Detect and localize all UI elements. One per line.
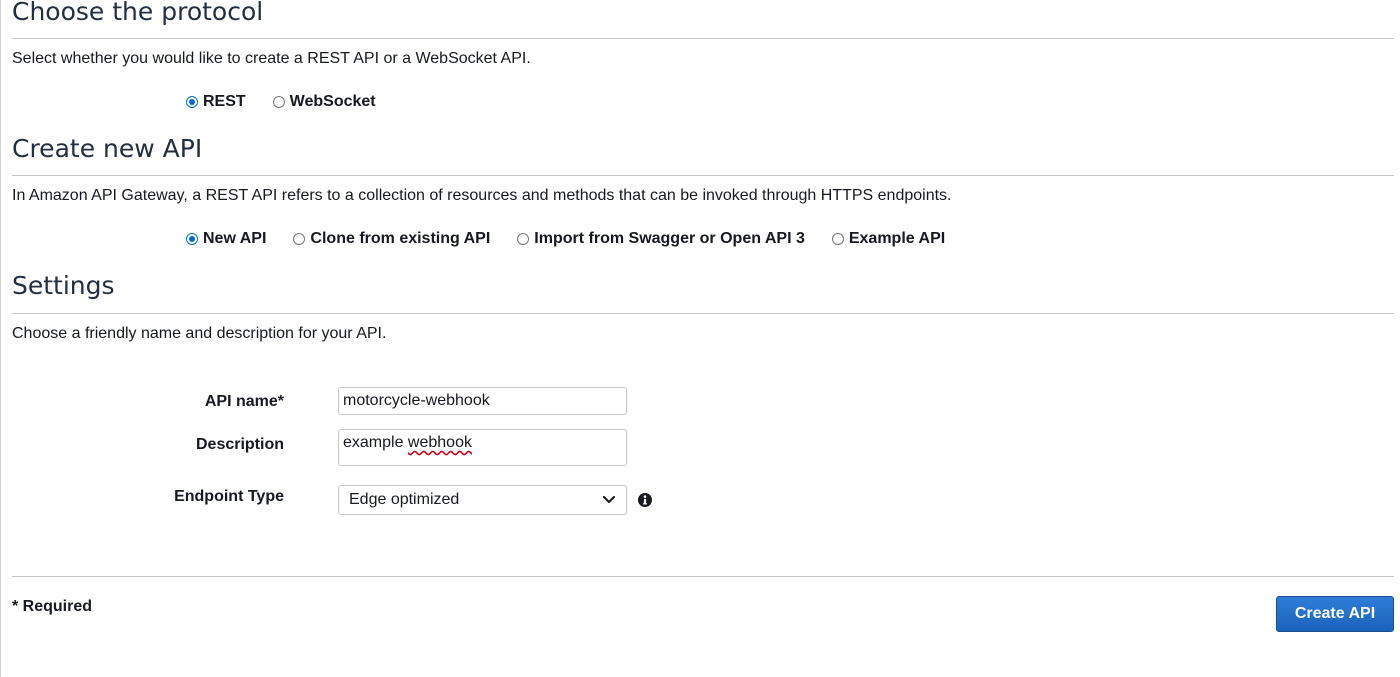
description-text: example — [343, 434, 408, 451]
clone-radio[interactable] — [293, 233, 305, 245]
footer-divider — [12, 576, 1394, 577]
create-section-title: Create new API — [12, 134, 203, 163]
new-api-radio-label: New API — [203, 230, 267, 247]
websocket-radio-label: WebSocket — [289, 93, 376, 110]
protocol-description: Select whether you would like to create a REST API or a WebSocket API. — [12, 50, 531, 67]
settings-divider — [12, 313, 1394, 314]
chevron-down-icon — [602, 495, 616, 505]
required-note: * Required — [12, 598, 93, 615]
rest-radio[interactable] — [186, 96, 198, 108]
example-radio[interactable] — [832, 233, 844, 245]
create-divider — [12, 175, 1394, 176]
api-name-label: API name* — [204, 393, 284, 410]
api-name-input[interactable] — [338, 387, 627, 415]
protocol-section-title: Choose the protocol — [12, 0, 264, 26]
protocol-divider — [12, 38, 1394, 39]
new-api-radio[interactable] — [186, 233, 198, 245]
create-radio-group — [186, 228, 945, 250]
protocol-option-rest[interactable] — [186, 93, 246, 111]
create-option-new-api[interactable] — [186, 230, 266, 248]
left-border — [0, 0, 1, 677]
description-misspelled-word: webhook — [407, 434, 472, 451]
description-label: Description — [195, 436, 284, 453]
endpoint-type-value: Edge optimized — [349, 491, 460, 508]
settings-description: Choose a friendly name and description for your API. — [12, 325, 387, 342]
import-radio-label: Import from Swagger or Open API 3 — [534, 230, 805, 247]
info-icon[interactable] — [638, 493, 652, 507]
import-radio[interactable] — [517, 233, 529, 245]
endpoint-type-select[interactable] — [338, 485, 627, 515]
create-option-import[interactable] — [517, 230, 805, 248]
create-api-button[interactable]: Create API — [1276, 596, 1394, 632]
create-option-example[interactable] — [832, 230, 945, 248]
settings-section-title: Settings — [12, 271, 115, 300]
protocol-radio-group — [186, 91, 376, 113]
description-textarea[interactable] — [338, 429, 627, 466]
rest-radio-label: REST — [203, 93, 246, 110]
endpoint-type-label: Endpoint Type — [174, 488, 284, 505]
websocket-radio[interactable] — [273, 96, 285, 108]
clone-radio-label: Clone from existing API — [310, 230, 491, 247]
create-description: In Amazon API Gateway, a REST API refers to a collection of resources and methods that can be invoked through HTTPS endpoints. — [12, 187, 952, 204]
protocol-option-websocket[interactable] — [273, 93, 376, 111]
create-option-clone[interactable] — [293, 230, 490, 248]
example-radio-label: Example API — [848, 230, 946, 247]
